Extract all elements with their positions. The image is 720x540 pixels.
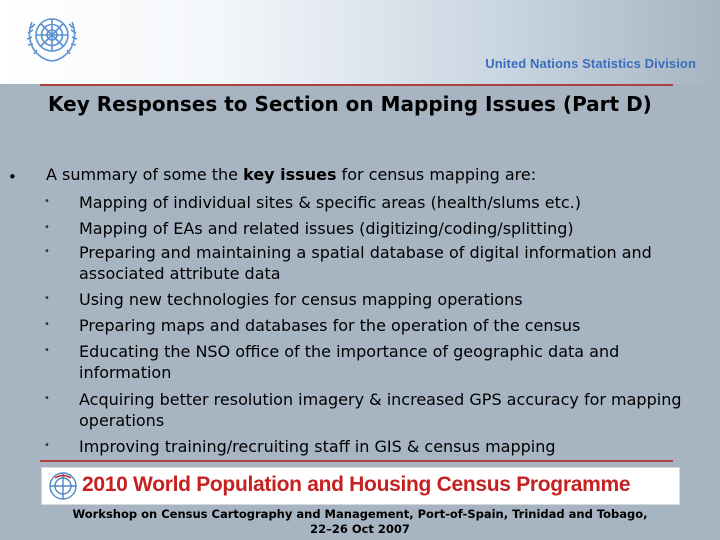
org-label: United Nations Statistics Division	[485, 56, 696, 71]
main-bullet-icon: •	[8, 168, 17, 186]
summary-prefix: A summary of some the	[46, 165, 244, 184]
list-item-text: Preparing maps and databases for the operation of the census	[79, 316, 581, 335]
header-divider	[40, 84, 673, 86]
list-item-text: Mapping of EAs and related issues (digitizing/coding/splitting)	[79, 219, 574, 238]
footer-line-2: 22–26 Oct 2007	[310, 522, 410, 536]
bullet-icon: •	[44, 196, 50, 207]
bullet-icon: •	[44, 222, 50, 233]
bullet-icon: •	[44, 345, 50, 356]
slide-header	[0, 0, 720, 84]
bullet-icon: •	[44, 393, 50, 404]
list-item-text: Improving training/recruiting staff in GIS & census mapping	[79, 437, 556, 456]
list-item-text: Acquiring better resolution imagery & increased GPS accuracy for mapping operations	[79, 390, 682, 430]
summary-suffix: for census mapping are:	[336, 165, 537, 184]
list-item-text: Using new technologies for census mapping operations	[79, 290, 523, 309]
slide-footer	[40, 507, 680, 537]
list-item-text: Mapping of individual sites & specific areas (health/slums etc.)	[79, 193, 581, 212]
footer-line-1: Workshop on Census Cartography and Management, Port-of-Spain, Trinidad and Tobago,	[72, 507, 648, 521]
slide-title: Key Responses to Section on Mapping Issues (Part D)	[48, 92, 652, 116]
list-item-text: Educating the NSO office of the importance of geographic data and information	[79, 342, 620, 382]
un-emblem-icon	[20, 10, 84, 64]
list-item-text: Preparing and maintaining a spatial database of digital information and associated attribute data	[79, 243, 652, 283]
footer-divider	[40, 460, 673, 462]
banner-text: 2010 World Population and Housing Census Programme	[82, 473, 631, 496]
census-programme-banner	[41, 467, 680, 505]
census-logo-icon	[46, 469, 80, 503]
bullet-icon: •	[44, 293, 50, 304]
summary-text	[46, 165, 706, 185]
bullet-icon: •	[44, 440, 50, 451]
bullet-icon: •	[44, 246, 50, 257]
summary-bold: key issues	[243, 165, 337, 184]
bullet-icon: •	[44, 319, 50, 330]
